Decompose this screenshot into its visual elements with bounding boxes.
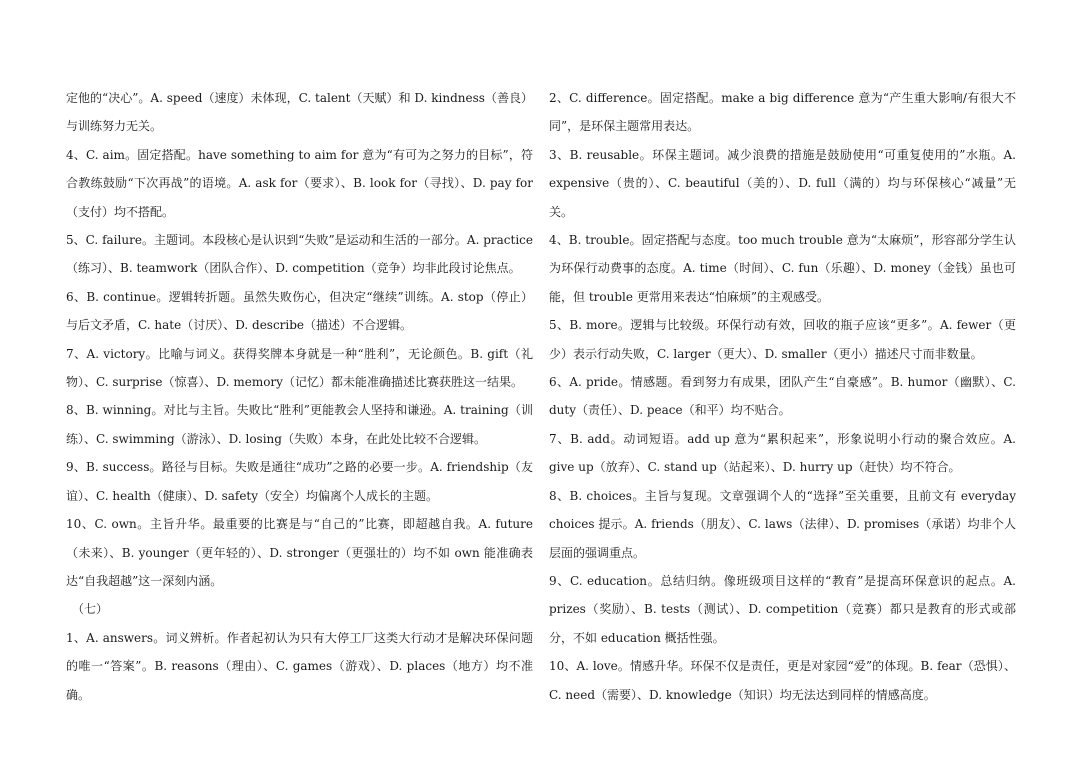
answer-paragraph: 8、B. winning。对比与主旨。失败比“胜利”更能教会人坚持和谦逊。A. training（训练）、C. swimming（游泳）、D. losing（失败）本身，在此处比较不合逻辑。 bbox=[66, 403, 533, 446]
answer-paragraph: 10、A. love。情感升华。环保不仅是责任，更是对家园“爱”的体现。B. fear（恐惧）、C. need（需要）、D. knowledge（知识）均无法达到同样的情感高度。 bbox=[549, 659, 1016, 702]
answer-paragraph: 7、B. add。动词短语。add up 意为“累积起来”，形象说明小行动的聚合效应。A. give up（放弃）、C. stand up（站起来）、D. hurry up（赶快）均不符合。 bbox=[549, 431, 1016, 475]
answer-paragraph: 1、A. answers。词义辨析。作者起初认为只有大停工厂这类大行动才是解决环保问题的唯一“答案”。B. reasons（理由）、C. games（游戏）、D. places（地方）均不准确。 bbox=[66, 630, 533, 702]
left-column bbox=[66, 84, 533, 709]
answer-paragraph: 3、B. reusable。环保主题词。减少浪费的措施是鼓励使用“可重复使用的”水瓶。A. expensive（贵的）、C. beautiful（美的）、D. full（满的）均与环保核心“减量”无关。 bbox=[549, 147, 1016, 219]
answer-paragraph: 6、B. continue。逻辑转折题。虽然失败伤心，但决定“继续”训练。A. stop（停止）与后文矛盾，C. hate（讨厌）、D. describe（描述）不合逻辑。 bbox=[66, 289, 533, 333]
answer-paragraph: 4、C. aim。固定搭配。have something to aim for 意为“有可为之努力的目标”，符合教练鼓励“下次再战”的语境。A. ask for（要求）、B. look for（寻找）、D. pay for（支付）均不搭配。 bbox=[66, 147, 533, 219]
answer-paragraph: 7、A. victory。比喻与词义。获得奖牌本身就是一种“胜利”，无论颜色。B. gift（礼物）、C. surprise（惊喜）、D. memory（记忆）都未能准确描述比赛获胜这一结果。 bbox=[66, 346, 533, 390]
section-heading: （七） bbox=[72, 602, 109, 617]
answer-paragraph: 6、A. pride。情感题。看到努力有成果，团队产生“自豪感”。B. humor（幽默）、C. duty（责任）、D. peace（和平）均不贴合。 bbox=[549, 375, 1016, 418]
answer-paragraph: 5、C. failure。主题词。本段核心是认识到“失败”是运动和生活的一部分。A. practice（练习）、B. teamwork（团队合作）、D. competition（竞争）均非此段讨论焦点。 bbox=[66, 233, 533, 276]
answer-paragraph: 定他的“决心”。A. speed（速度）未体现，C. talent（天赋）和 D. kindness（善良）与训练努力无关。 bbox=[66, 91, 533, 134]
right-column bbox=[549, 84, 1016, 709]
answer-paragraph: 9、B. success。路径与目标。失败是通往“成功”之路的必要一步。A. friendship（友谊）、C. health（健康）、D. safety（安全）均偏离个人成长的主题。 bbox=[66, 460, 533, 503]
answer-paragraph: 4、B. trouble。固定搭配与态度。too much trouble 意为“太麻烦”，形容部分学生认为环保行动费事的态度。A. time（时间）、C. fun（乐趣）、D. money（金钱）虽也可能，但 trouble 更常用来表达“怕麻烦”的主观感受。 bbox=[549, 233, 1016, 304]
answer-paragraph: 5、B. more。逻辑与比较级。环保行动有效，回收的瓶子应该“更多”。A. fewer（更少）表示行动失败，C. larger（更大）、D. smaller（更小）描述尺寸而非数量。 bbox=[549, 318, 1016, 361]
answer-paragraph: 8、B. choices。主旨与复现。文章强调个人的“选择”至关重要，且前文有 everyday choices 提示。A. friends（朋友）、C. laws（法律）、D. promises（承诺）均非个人层面的强调重点。 bbox=[549, 488, 1016, 560]
answer-paragraph: 10、C. own。主旨升华。最重要的比赛是与“自己的”比赛，即超越自我。A. future（未来）、B. younger（更年轻的）、D. stronger（更强壮的）均不如 own 能准确表达“自我超越”这一深刻内涵。 bbox=[66, 517, 533, 588]
answer-paragraph: 2、C. difference。固定搭配。make a big difference 意为“产生重大影响/有很大不同”，是环保主题常用表达。 bbox=[549, 91, 1016, 134]
answer-paragraph: 9、C. education。总结归纳。像班级项目这样的“教育”是提高环保意识的起点。A. prizes（奖励）、B. tests（测试）、D. competition（竞赛）都只是教育的形式或部分，不如 education 概括性强。 bbox=[549, 573, 1016, 645]
